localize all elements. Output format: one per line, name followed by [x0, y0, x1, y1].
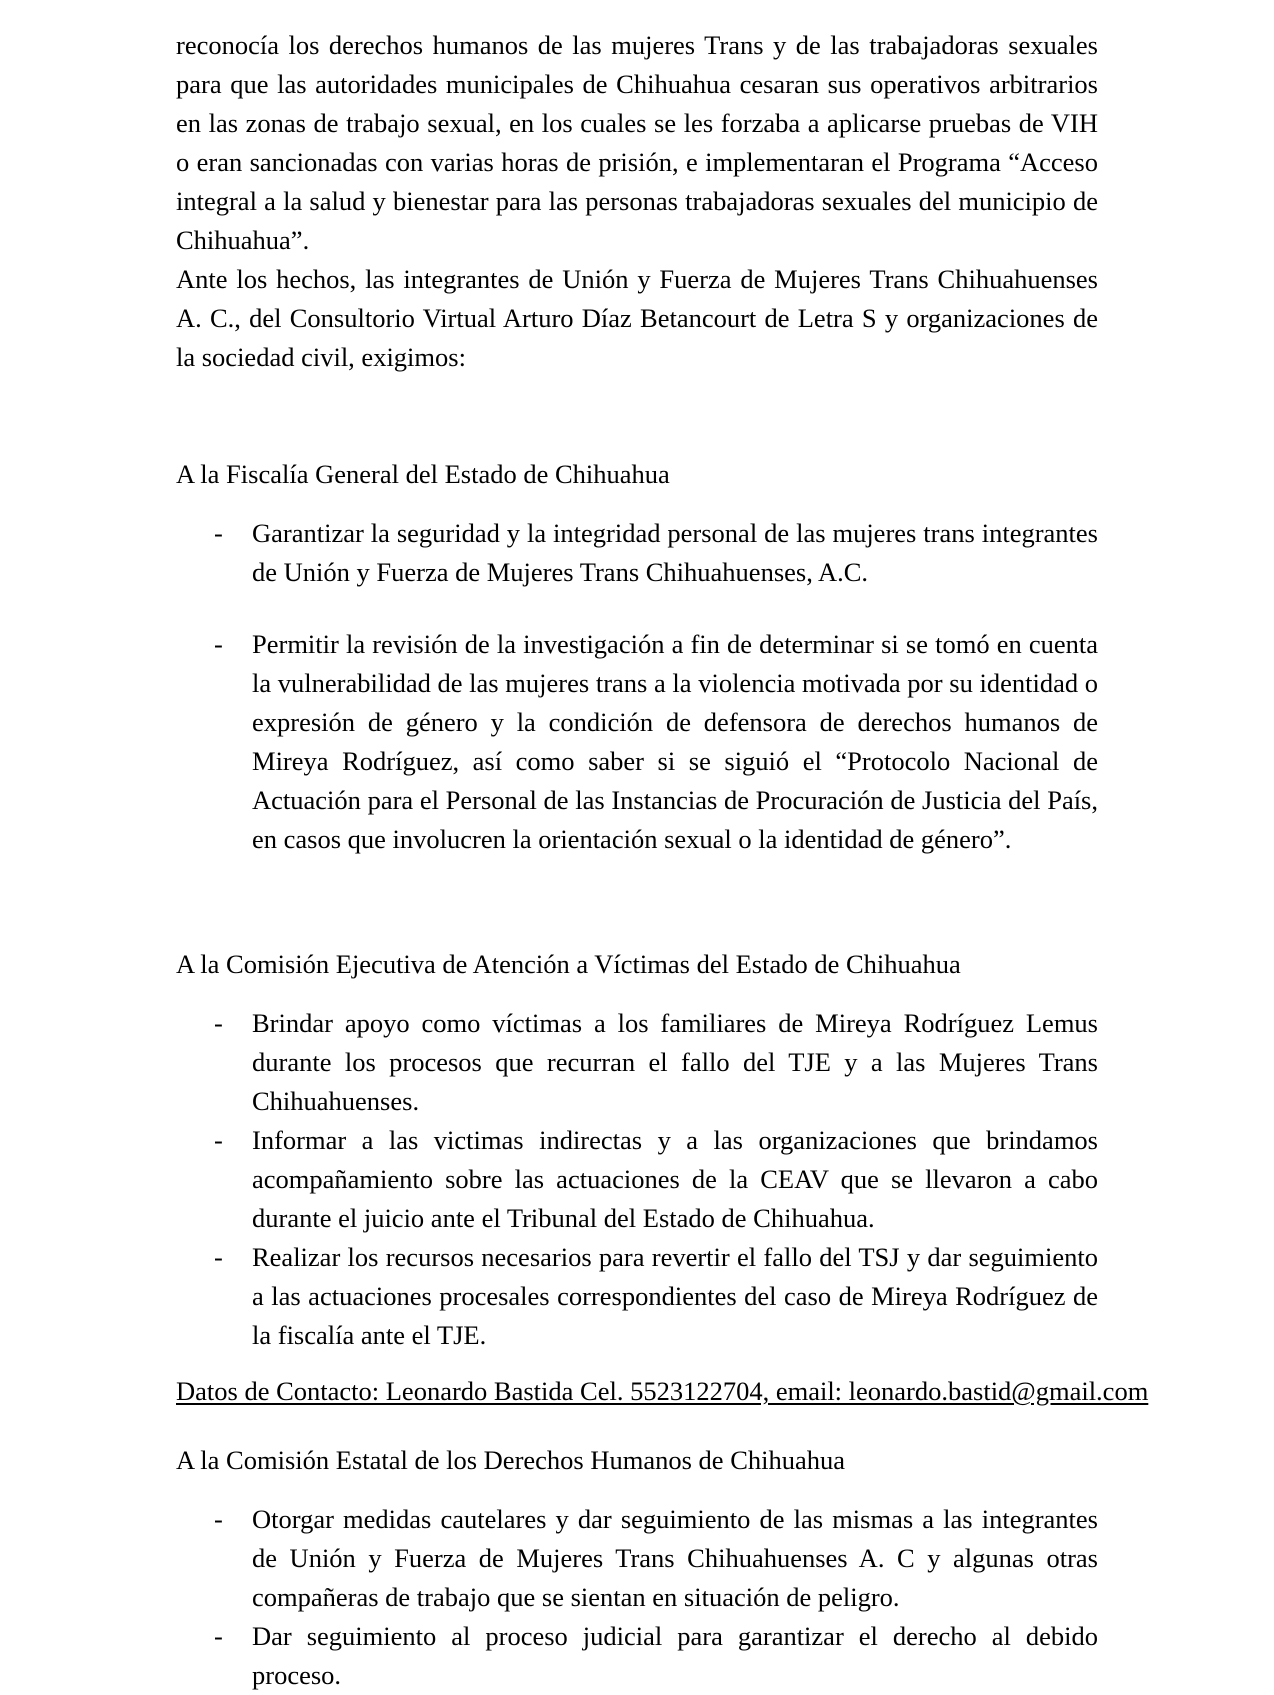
bullet-dash-marker: -	[214, 629, 223, 659]
bullet-list-fiscalia	[176, 514, 1098, 859]
list-item	[176, 1121, 1098, 1238]
section-heading-ceav: A la Comisión Ejecutiva de Atención a Víctimas del Estado de Chihuahua	[176, 949, 961, 979]
section-fiscalia	[176, 455, 1098, 859]
list-item-text: Brindar apoyo como víctimas a los familiares de Mireya Rodríguez Lemus durante los procesos que recurran el fallo del TJE y a las Mujeres Trans Chihuahuenses.	[252, 1008, 1098, 1116]
list-item-text: Garantizar la seguridad y la integridad personal de las mujeres trans integrantes de Unión y Fuerza de Mujeres Trans Chihuahuenses, A.C.	[252, 518, 1098, 587]
contact-info-footer: Datos de Contacto: Leonardo Bastida Cel. 5523122704, email: leonardo.bastid@gmail.com	[176, 1376, 1149, 1406]
list-item-text: Realizar los recursos necesarios para revertir el fallo del TSJ y dar seguimiento a las actuaciones procesales correspondientes del caso de Mireya Rodríguez de la fiscalía ante el TJE.	[252, 1242, 1098, 1350]
section-cedh	[176, 1441, 1098, 1695]
spacer-heading-bullets-2	[176, 984, 1098, 1004]
bullet-dash-marker: -	[214, 1504, 223, 1534]
bullet-list-cedh	[176, 1500, 1098, 1695]
spacer-heading-bullets-1	[176, 494, 1098, 514]
list-item	[176, 1617, 1098, 1695]
bullet-dash-marker: -	[214, 1125, 223, 1155]
section-heading-fiscalia: A la Fiscalía General del Estado de Chihuahua	[176, 459, 670, 489]
bullet-dash-marker: -	[214, 518, 223, 548]
bullet-dash-marker: -	[214, 1008, 223, 1038]
section-heading-cedh: A la Comisión Estatal de los Derechos Humanos de Chihuahua	[176, 1445, 846, 1475]
bullet-dash-marker: -	[214, 1242, 223, 1272]
bullet-dash-marker: -	[214, 1621, 223, 1651]
spacer-heading-bullets-3	[176, 1480, 1098, 1500]
paragraph-intro-2: Ante los hechos, las integrantes de Unión y Fuerza de Mujeres Trans Chihuahuenses A. C., del Consultorio Virtual Arturo Díaz Betancourt de Letra S y organizaciones de la sociedad civil, exigimos:	[176, 264, 1098, 372]
list-item-text: Permitir la revisión de la investigación a fin de determinar si se tomó en cuenta la vulnerabilidad de las mujeres trans a la violencia motivada por su identidad o expresión de género y la condición de defensora de derechos humanos de Mireya Rodríguez, así como saber si se siguió el “Protocolo Nacional de Actuación para el Personal de las Instancias de Procuración de Justicia del País, en casos que involucren la orientación sexual o la identidad de género”.	[252, 629, 1098, 854]
list-item	[176, 1238, 1098, 1355]
paragraph-intro-1: reconocía los derechos humanos de las mujeres Trans y de las trabajadoras sexuales para que las autoridades municipales de Chihuahua cesaran sus operativos arbitrarios en las zonas de trabajo sexual, en los cuales se les forzaba a aplicarse pruebas de VIH o eran sancionadas con varias horas de prisión, e implementaran el Programa “Acceso integral a la salud y bienestar para las personas trabajadoras sexuales del municipio de Chihuahua”.	[176, 30, 1098, 255]
list-item-text: Informar a las victimas indirectas y a las organizaciones que brindamos acompañamiento sobre las actuaciones de la CEAV que se llevaron a cabo durante el juicio ante el Tribunal del Estado de Chihuahua.	[252, 1125, 1098, 1233]
list-item	[176, 1004, 1098, 1121]
list-item	[176, 1500, 1098, 1617]
spacer-before-section-2	[176, 859, 1098, 945]
bullet-list-ceav	[176, 1004, 1098, 1355]
list-item	[176, 514, 1098, 592]
section-ceav	[176, 945, 1098, 1355]
list-item-text: Dar seguimiento al proceso judicial para garantizar el derecho al debido proceso.	[252, 1621, 1098, 1690]
list-item-text: Otorgar medidas cautelares y dar seguimiento de las mismas a las integrantes de Unión y Fuerza de Mujeres Trans Chihuahuenses A. C y algunas otras compañeras de trabajo que se sientan en situación de peligro.	[252, 1504, 1098, 1612]
list-item	[176, 625, 1098, 859]
spacer-before-section-1	[176, 377, 1098, 455]
